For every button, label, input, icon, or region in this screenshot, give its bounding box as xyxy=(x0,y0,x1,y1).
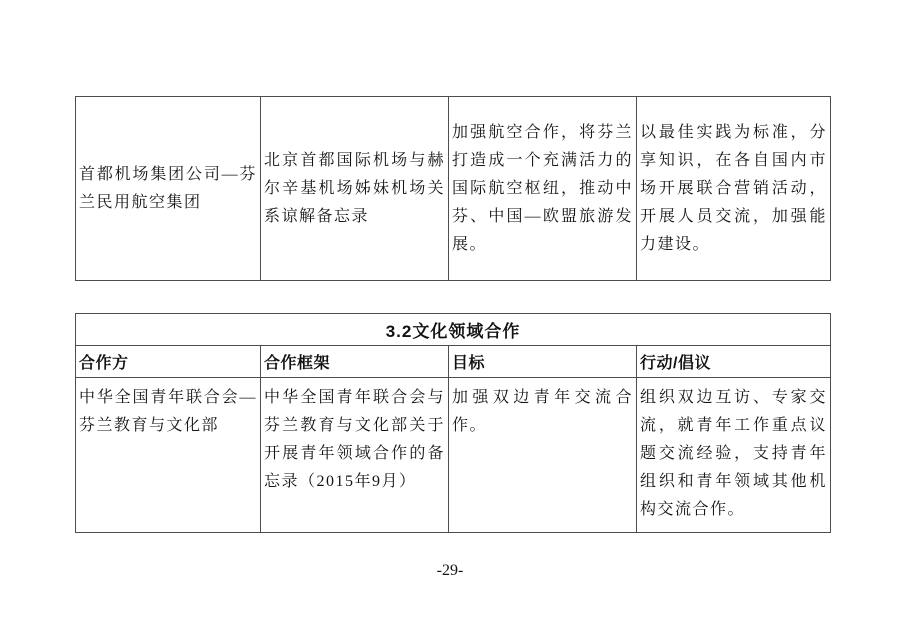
goal-cell: 加强双边青年交流合作。 xyxy=(449,378,637,533)
column-header-goal: 目标 xyxy=(449,346,637,378)
action-cell: 组织双边互访、专家交流，就青年工作重点议题交流经验，支持青年组织和青年领域其他机构交流合作。 xyxy=(637,378,831,533)
table-header-row xyxy=(76,346,831,378)
table-row xyxy=(76,97,831,281)
framework-cell: 中华全国青年联合会与芬兰教育与文化部关于开展青年领域合作的备忘录（2015年9月） xyxy=(261,378,449,533)
column-header-party: 合作方 xyxy=(76,346,261,378)
action-cell: 以最佳实践为标准，分享知识，在各自国内市场开展联合营销活动，开展人员交流，加强能力建设。 xyxy=(637,97,831,281)
framework-cell: 北京首都国际机场与赫尔辛基机场姊妹机场关系谅解备忘录 xyxy=(261,97,449,281)
party-cell: 首都机场集团公司—芬兰民用航空集团 xyxy=(76,97,261,281)
aviation-cooperation-table xyxy=(75,96,831,281)
section-title-row xyxy=(76,314,831,346)
section-title: 3.2文化领域合作 xyxy=(76,314,831,346)
culture-cooperation-table xyxy=(75,313,831,533)
party-cell: 中华全国青年联合会—芬兰教育与文化部 xyxy=(76,378,261,533)
goal-cell: 加强航空合作，将芬兰打造成一个充满活力的国际航空枢纽，推动中芬、中国—欧盟旅游发展。 xyxy=(449,97,637,281)
table-row xyxy=(76,378,831,533)
page-number: -29- xyxy=(436,562,464,579)
column-header-framework: 合作框架 xyxy=(261,346,449,378)
column-header-action: 行动/倡议 xyxy=(637,346,831,378)
